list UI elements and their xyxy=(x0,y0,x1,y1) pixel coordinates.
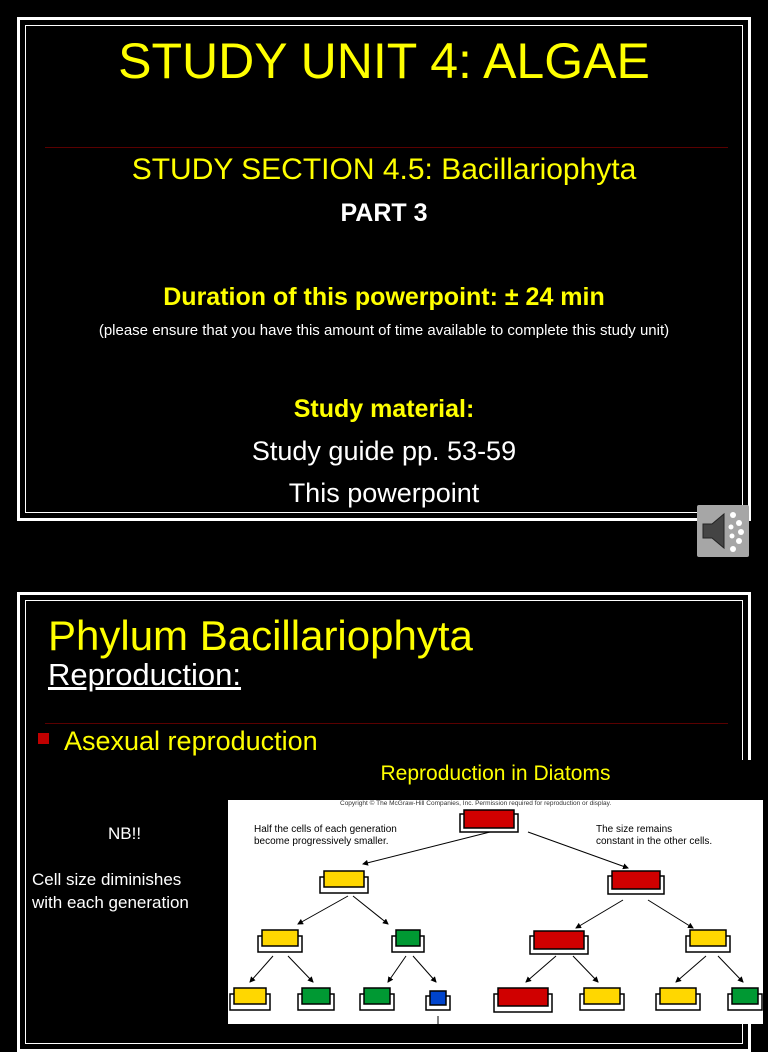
bullet-text: Asexual reproduction xyxy=(64,726,318,756)
speaker-icon-graphic xyxy=(697,505,749,557)
diatom-cell-yellow xyxy=(686,930,730,952)
diatom-cell-green xyxy=(392,930,424,952)
arrow xyxy=(288,956,313,982)
slide-1-divider xyxy=(45,147,728,148)
diatom-cell-green xyxy=(728,988,762,1010)
diatom-cell-red-root xyxy=(460,810,518,832)
arrow xyxy=(250,956,273,982)
diatom-cell-yellow xyxy=(320,871,368,893)
diatom-cell-yellow xyxy=(580,988,624,1010)
slide-2-title: Phylum Bacillariophyta xyxy=(48,612,473,659)
study-material-item: Study guide pp. 53-59 xyxy=(251,436,517,466)
slide-2-subtitle: Reproduction: xyxy=(48,657,242,692)
diatom-cell-green xyxy=(298,988,334,1010)
slide-2-divider xyxy=(45,723,728,724)
diatom-cell-red xyxy=(494,988,552,1012)
slide-1 xyxy=(17,17,751,521)
arrow xyxy=(573,956,598,982)
left-caption-line-2: become progressively smaller. xyxy=(254,836,389,847)
arrow xyxy=(353,896,388,924)
note-line-2: with each generation xyxy=(32,893,189,912)
diatom-cell-yellow xyxy=(258,930,302,952)
study-material-item: This powerpoint xyxy=(288,478,480,508)
right-caption-line-1: The size remains xyxy=(596,824,673,835)
arrow xyxy=(718,956,743,982)
diagram-copyright: Copyright © The McGraw-Hill Companies, Inc. Permission required for reproduction or display. xyxy=(340,800,612,807)
duration-text: Duration of this powerpoint: ± 24 min xyxy=(163,283,605,311)
arrow xyxy=(363,832,490,864)
bullet-icon xyxy=(38,733,49,744)
part-label: PART 3 xyxy=(340,199,428,227)
note-line-1: Cell size diminishes xyxy=(32,870,182,889)
diatom-cell-green xyxy=(360,988,394,1010)
right-caption-line-2: constant in the other cells. xyxy=(596,836,713,847)
diagram-cells xyxy=(228,760,763,1024)
speaker-icon[interactable] xyxy=(697,505,749,557)
slide-1-title: STUDY UNIT 4: ALGAE xyxy=(118,33,650,89)
arrow xyxy=(676,956,706,982)
diatom-reproduction-diagram xyxy=(228,760,763,1024)
arrow xyxy=(298,896,348,924)
diatom-cell-blue xyxy=(426,991,450,1010)
arrow xyxy=(576,900,623,928)
arrow xyxy=(413,956,436,982)
arrow xyxy=(526,956,556,982)
diagram-title: Reproduction in Diatoms xyxy=(380,762,611,785)
duration-note: (please ensure that you have this amount of time available to complete this study unit) xyxy=(98,322,670,339)
study-material-heading: Study material: xyxy=(293,395,475,423)
diatom-cell-yellow xyxy=(230,988,270,1010)
diatom-cell-yellow xyxy=(656,988,700,1010)
note-nb: NB!! xyxy=(108,824,142,843)
section-heading: STUDY SECTION 4.5: Bacillariophyta xyxy=(131,153,637,186)
diatom-cell-red xyxy=(530,931,588,954)
arrow xyxy=(648,900,693,928)
left-caption-line-1: Half the cells of each generation xyxy=(254,824,397,835)
arrow xyxy=(528,832,628,868)
arrow xyxy=(388,956,406,982)
diatom-cell-red xyxy=(608,871,664,894)
